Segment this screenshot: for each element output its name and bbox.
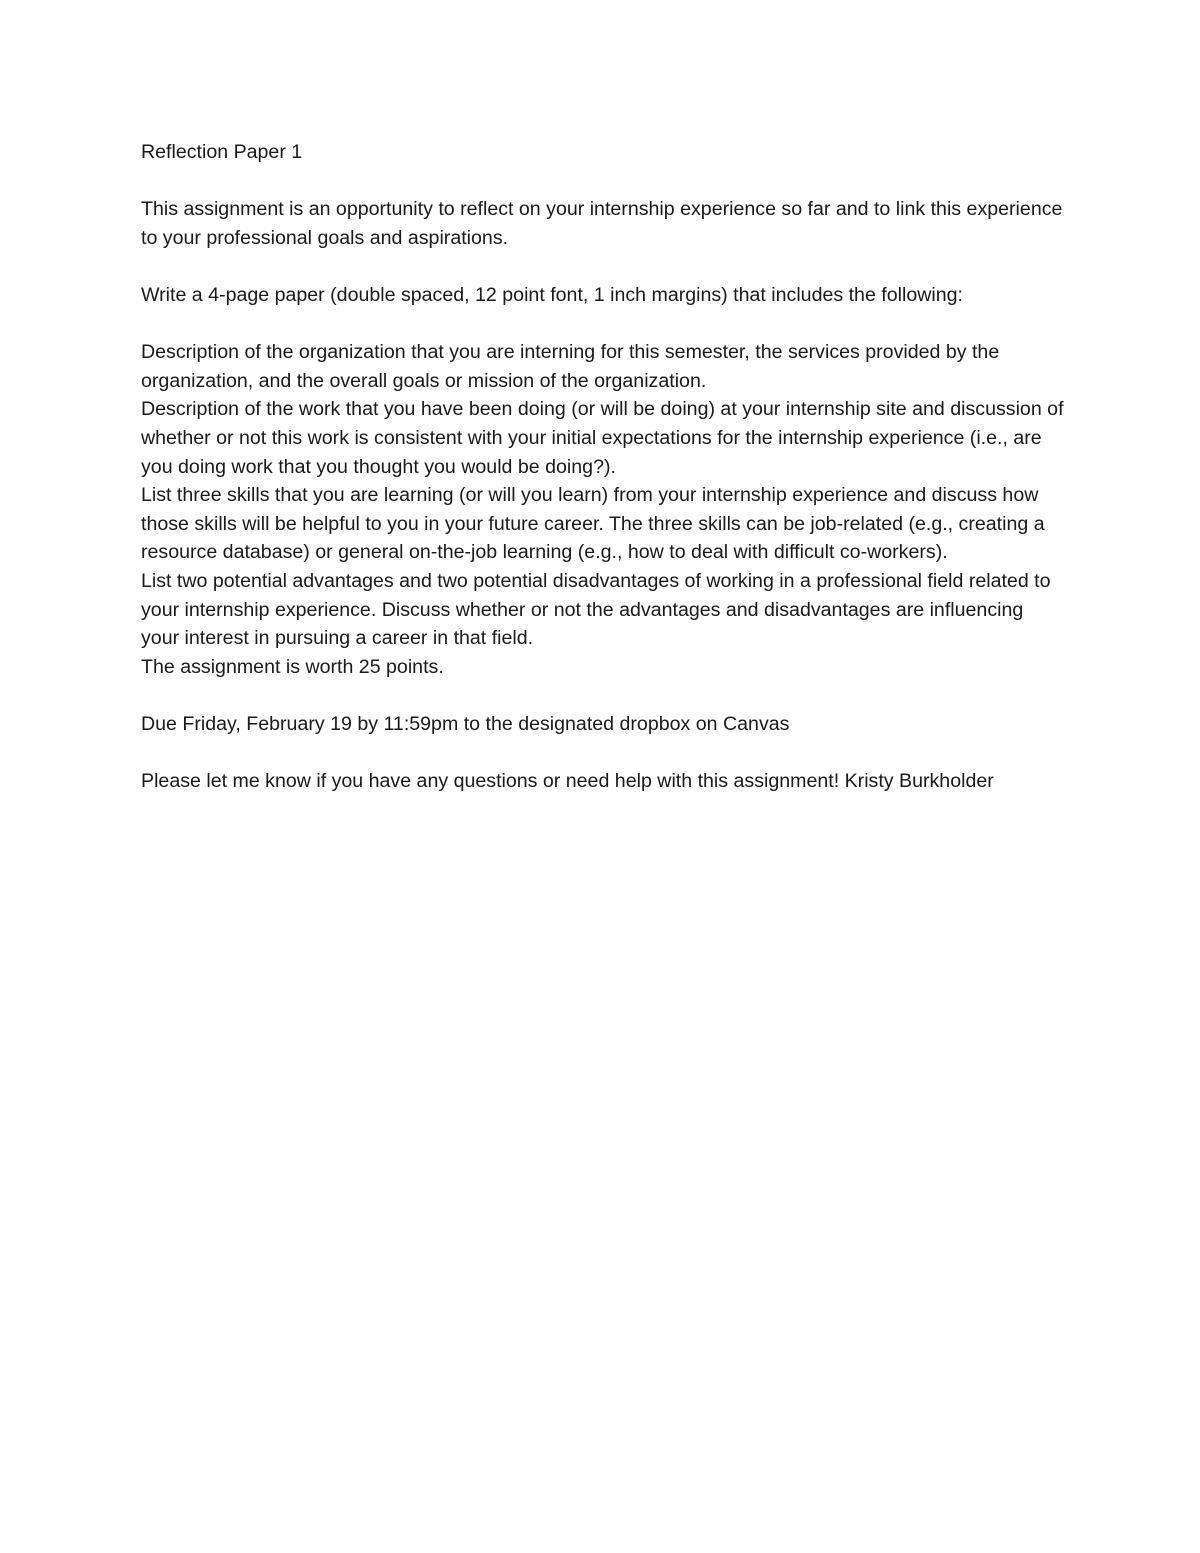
document-page [141, 138, 1066, 796]
requirement-item: List two potential advantages and two potential disadvantages of working in a professional field related to your internship experience. Discuss whether or not the advantages and disadvantages are influencing your interest in pursuing a career in that field. [141, 569, 1051, 650]
requirement-item: List three skills that you are learning (or will you learn) from your internship experience and discuss how those skills will be helpful to you in your future career. The three skills can be job-related (e.g., creating a resource database) or general on-the-job learning (e.g., how to deal with difficult co-workers). [141, 484, 1045, 564]
requirement-item: Description of the organization that you are interning for this semester, the services provided by the organization, and the overall goals or mission of the organization. [141, 341, 1000, 392]
document-title: Reflection Paper 1 [141, 141, 303, 163]
intro-paragraph: This assignment is an opportunity to reflect on your internship experience so far and to link this experience to your professional goals and aspirations. [141, 198, 1063, 249]
spacer [141, 681, 1066, 710]
spacer [141, 167, 1066, 196]
requirement-item: Description of the work that you have been doing (or will be doing) at your internship site and discussion of whether or not this work is consistent with your initial expectations for the internship experience (i.e., are you doing work that you thought you would be doing?). [141, 398, 1064, 478]
closing-note: Please let me know if you have any questions or need help with this assignment! Kristy Burkholder [141, 770, 994, 793]
points-worth: The assignment is worth 25 points. [141, 655, 444, 678]
spacer [141, 252, 1066, 281]
due-date: Due Friday, February 19 by 11:59pm to the designated dropbox on Canvas [141, 712, 790, 735]
spacer [141, 738, 1066, 767]
spacer [141, 310, 1066, 339]
instructions-paragraph: Write a 4-page paper (double spaced, 12 point font, 1 inch margins) that includes the following: [141, 283, 963, 306]
